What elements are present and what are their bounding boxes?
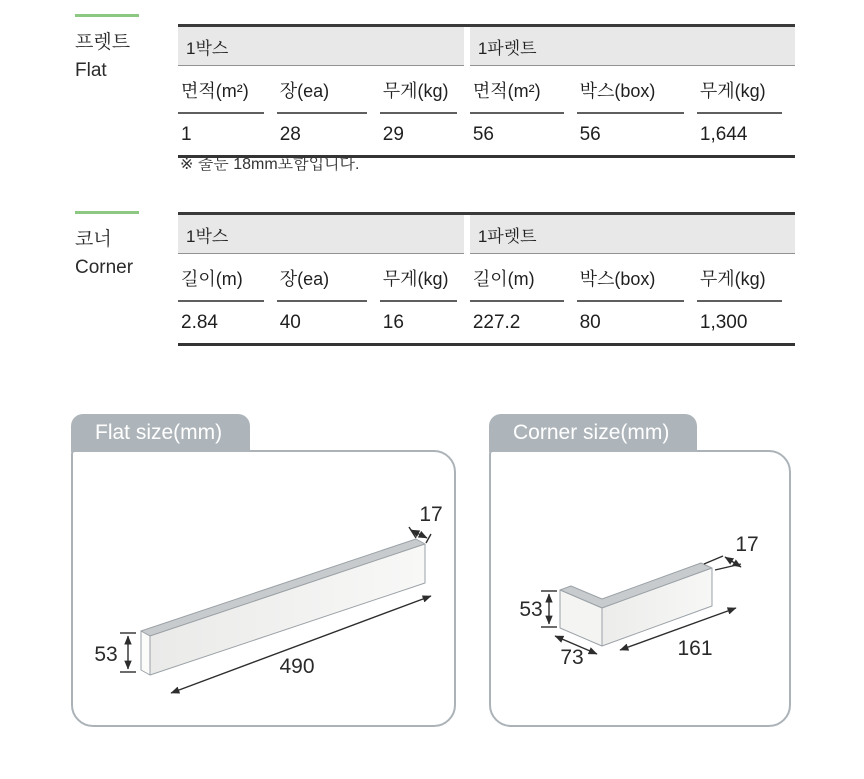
- dim-label-length: 490: [279, 655, 315, 678]
- corner-brick-drawing: [491, 452, 789, 725]
- corner-section-label: [75, 211, 175, 281]
- value-cell: 28: [279, 124, 301, 145]
- corner-size-tab: [489, 414, 697, 452]
- column-header: 무게(kg): [380, 254, 470, 302]
- column-header: 무게(kg): [380, 66, 470, 114]
- column-header: 박스(box): [577, 66, 697, 114]
- column-header: 무게(kg): [697, 66, 795, 114]
- column-header: 길이(m): [470, 254, 577, 302]
- corner-size-title: Corner size(mm): [513, 421, 670, 444]
- flat-spec-table: [178, 24, 795, 158]
- corner-spec-table: [178, 212, 795, 346]
- value-cell: 1,644: [699, 124, 748, 145]
- corner-column-header-row: [178, 254, 795, 302]
- group-header-pallet: 1파렛트: [470, 215, 795, 254]
- corner-group-header-row: [178, 215, 795, 254]
- dim-label-height: 53: [519, 598, 543, 621]
- brick-end-face: [141, 631, 150, 675]
- flat-table-note: ※ 줄눈 18mm포함입니다.: [180, 156, 360, 173]
- flat-label-korean: 프렛트: [75, 32, 131, 53]
- value-cell: 1: [181, 124, 192, 145]
- value-cell: 227.2: [472, 312, 521, 333]
- flat-size-panel: [71, 450, 456, 727]
- column-header: 박스(box): [577, 254, 697, 302]
- column-header: 면적(m²): [470, 66, 577, 114]
- dim-label-thickness: 17: [419, 503, 443, 526]
- group-header-box: 1박스: [178, 215, 470, 254]
- group-header-box: 1박스: [178, 27, 470, 66]
- green-accent-line: [75, 14, 139, 17]
- value-cell: 80: [579, 312, 601, 333]
- dim-label-thickness: 17: [735, 533, 759, 556]
- flat-column-header-row: [178, 66, 795, 114]
- dim-ext-line: [704, 556, 723, 564]
- column-header: 장(ea): [277, 66, 380, 114]
- corner-label-english: Corner: [75, 256, 134, 278]
- corner-value-row: [178, 302, 795, 343]
- flat-size-tab: [71, 414, 250, 452]
- flat-size-title: Flat size(mm): [95, 421, 223, 444]
- flat-label-english: Flat: [75, 59, 107, 81]
- corner-size-panel: [489, 450, 791, 727]
- value-cell: 56: [579, 124, 601, 145]
- corner-label-korean: 코너: [75, 229, 112, 250]
- value-cell: 1,300: [699, 312, 748, 333]
- dim-label-depth: 73: [560, 646, 584, 669]
- column-header: 길이(m): [178, 254, 277, 302]
- dim-label-length: 161: [677, 637, 713, 660]
- value-cell: 16: [382, 312, 404, 333]
- column-header: 면적(m²): [178, 66, 277, 114]
- column-header: 무게(kg): [697, 254, 795, 302]
- flat-brick-drawing: [73, 452, 454, 725]
- column-header: 장(ea): [277, 254, 380, 302]
- value-cell: 56: [472, 124, 494, 145]
- flat-value-row: [178, 114, 795, 155]
- dim-label-height: 53: [94, 643, 118, 666]
- green-accent-line: [75, 211, 139, 214]
- value-cell: 40: [279, 312, 301, 333]
- group-header-pallet: 1파렛트: [470, 27, 795, 66]
- flat-group-header-row: [178, 27, 795, 66]
- value-cell: 2.84: [181, 312, 218, 333]
- flat-section-label: [75, 14, 175, 84]
- value-cell: 29: [382, 124, 404, 145]
